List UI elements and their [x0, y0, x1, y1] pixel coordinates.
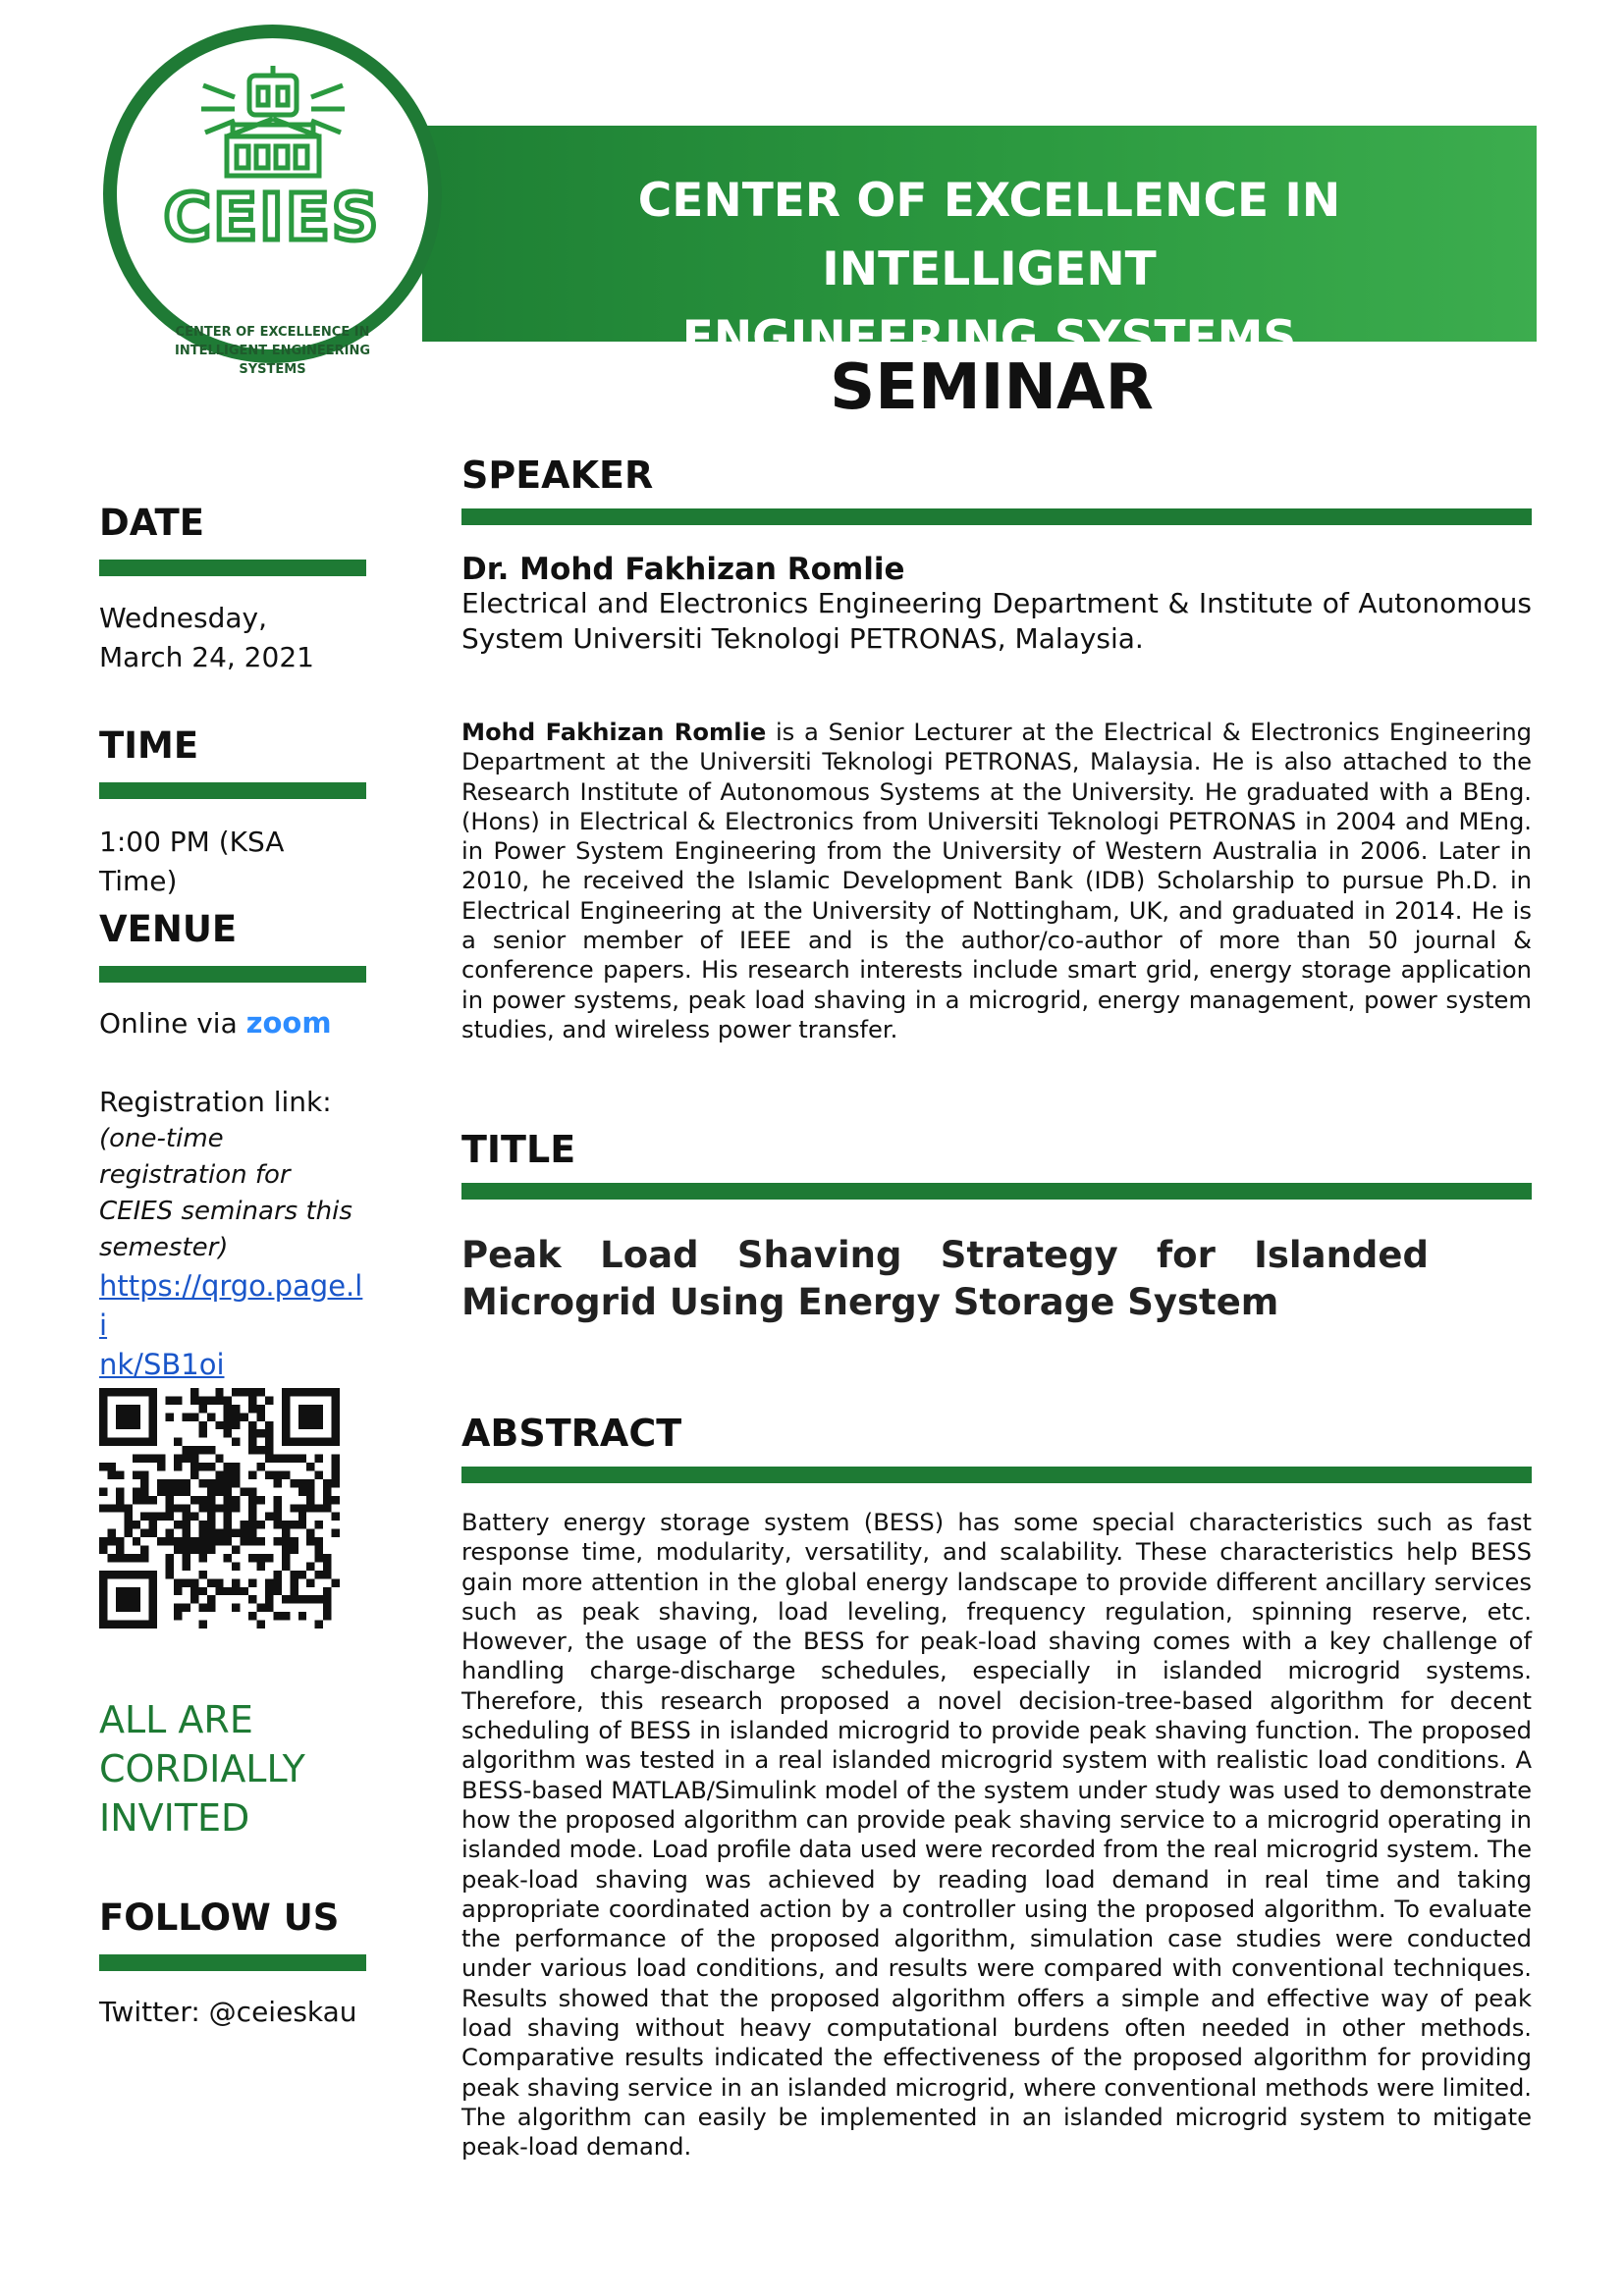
registration-link-line1[interactable]: https://qrgo.page.li [99, 1269, 363, 1342]
zoom-logo: zoom [245, 1006, 332, 1040]
bio-name: Mohd Fakhizan Romlie [461, 719, 767, 746]
logo-inner-circle [117, 38, 428, 377]
paper-title: Peak Load Shaving Strategy for Islanded Microgrid Using Energy Storage System [461, 1234, 1429, 1323]
logo-acronym: CEIES [163, 180, 381, 255]
ceies-tower-logo-icon [117, 38, 428, 349]
registration-label: Registration link: [99, 1086, 332, 1118]
header-banner [422, 126, 1537, 365]
registration-note-line3: CEIES seminars this [99, 1197, 352, 1226]
date-line1: Wednesday, [99, 602, 268, 634]
abstract-text: Battery energy storage system (BESS) has some special characteristics such as fast response time, modularity, versatility, and scalability. These characteristics help BESS gain more attention in the global energy landscape to provide different ancillary services such as peak shaving, load leveling, frequency regulation, spinning reserve, etc. However, the usage of the BESS for peak-load shaving comes with a key challenge of handling charge-discharge schedules, especially in islanded microgrid systems. Therefore, this research proposed a novel decision-tree-based algorithm for decent scheduling of BESS in islanded microgrid to provide peak shaving function. The proposed algorithm was tested in a real islanded microgrid system with realistic load conditions. A BESS-based MATLAB/Simulink model of the system under study was used to demonstrate how the proposed algorithm can provide peak shaving service to a microgrid operating in islanded mode. Load profile data used were recorded from the real microgrid system. The peak-load shaving was achieved by reading load demand in real time and taking appropriate coordinated action by a controller using the proposed algorithm. To evaluate the performance of the proposed algorithm, simulation case studies were conducted under various load conditions, and results were compared with conventional techniques. Results showed that the proposed algorithm offers a simple and effective way of peak load shaving without heavy computational burdens often needed in other methods. Comparative results indicated the effectiveness of the proposed algorithm for providing peak shaving service in an islanded microgrid, where conventional methods were limited. The algorithm can easily be implemented in an islanded microgrid system to mitigate peak-load demand. [461, 1509, 1532, 2162]
registration-qr-code-icon[interactable] [99, 1388, 340, 1629]
registration-note-line1: (one-time [99, 1124, 224, 1153]
twitter-handle[interactable]: Twitter: @ceieskau [99, 1996, 357, 2028]
registration-link-line2[interactable]: nk/SB1oi [99, 1348, 225, 1381]
speaker-bio [461, 718, 1532, 1044]
speaker-name: Dr. Mohd Fakhizan Romlie [461, 552, 905, 587]
registration-note-line2: registration for [99, 1160, 291, 1190]
banner-title [481, 167, 1497, 373]
bio-text: is a Senior Lecturer at the Electrical & Electronics Engineering Department at the Universiti Teknologi PETRONAS, Malaysia. He is also attached to the Research Institute of Autonomous Systems at the University. He graduated with a BEng. (Hons) in Electrical & Electronics from Universiti Teknologi PETRONAS in 2004 and MEng. in Power System Engineering from the University of Western Australia in 2006. Later in 2010, he received the Islamic Development Bank (IDB) Scholarship to pursue Ph.D. in Electrical Engineering at the University of Nottingham, UK, and graduated in 2014. He is a senior member of IEEE and is the author/co-author of more than 50 journal & conference papers. His research interests include smart grid, energy storage application in power systems, peak load shaving in a microgrid, energy management, power system studies, and wireless power transfer. [461, 719, 1532, 1043]
ceies-logo [103, 25, 442, 377]
follow-heading: FOLLOW US [99, 1896, 340, 1939]
speaker-affiliation: Electrical and Electronics Engineering Department & Institute of Autonomous System Universiti Teknologi PETRONAS, Malaysia. [461, 587, 1532, 655]
venue-line [99, 1003, 332, 1043]
logo-caption-line1: CENTER OF EXCELLENCE IN [175, 325, 370, 340]
registration-link[interactable] [99, 1266, 369, 1384]
seminar-heading: SEMINAR [830, 351, 1154, 424]
date-divider [99, 560, 366, 576]
invited-line2: CORDIALLY [99, 1747, 305, 1790]
date-heading: DATE [99, 502, 204, 544]
venue-divider [99, 966, 366, 983]
time-divider [99, 782, 366, 799]
speaker-heading: SPEAKER [461, 454, 654, 497]
logo-caption [156, 323, 389, 379]
title-divider [461, 1183, 1532, 1200]
follow-divider [99, 1954, 366, 1971]
invited-line3: INVITED [99, 1796, 250, 1840]
title-heading: TITLE [461, 1128, 576, 1171]
time-value: 1:00 PM (KSA Time) [99, 826, 285, 897]
speaker-divider [461, 508, 1532, 525]
venue-prefix: Online via [99, 1007, 246, 1040]
time-heading: TIME [99, 724, 199, 767]
date-line2: March 24, 2021 [99, 641, 314, 673]
registration-note-line4: semester) [99, 1233, 229, 1262]
abstract-divider [461, 1467, 1532, 1483]
abstract-heading: ABSTRACT [461, 1412, 682, 1455]
banner-title-line2: ENGINEERING SYSTEMS [681, 311, 1297, 365]
logo-caption-line2: INTELLIGENT ENGINEERING SYSTEMS [175, 344, 370, 377]
banner-title-line1: CENTER OF EXCELLENCE IN INTELLIGENT [637, 174, 1341, 296]
venue-heading: VENUE [99, 908, 238, 950]
invited-line1: ALL ARE [99, 1698, 253, 1741]
